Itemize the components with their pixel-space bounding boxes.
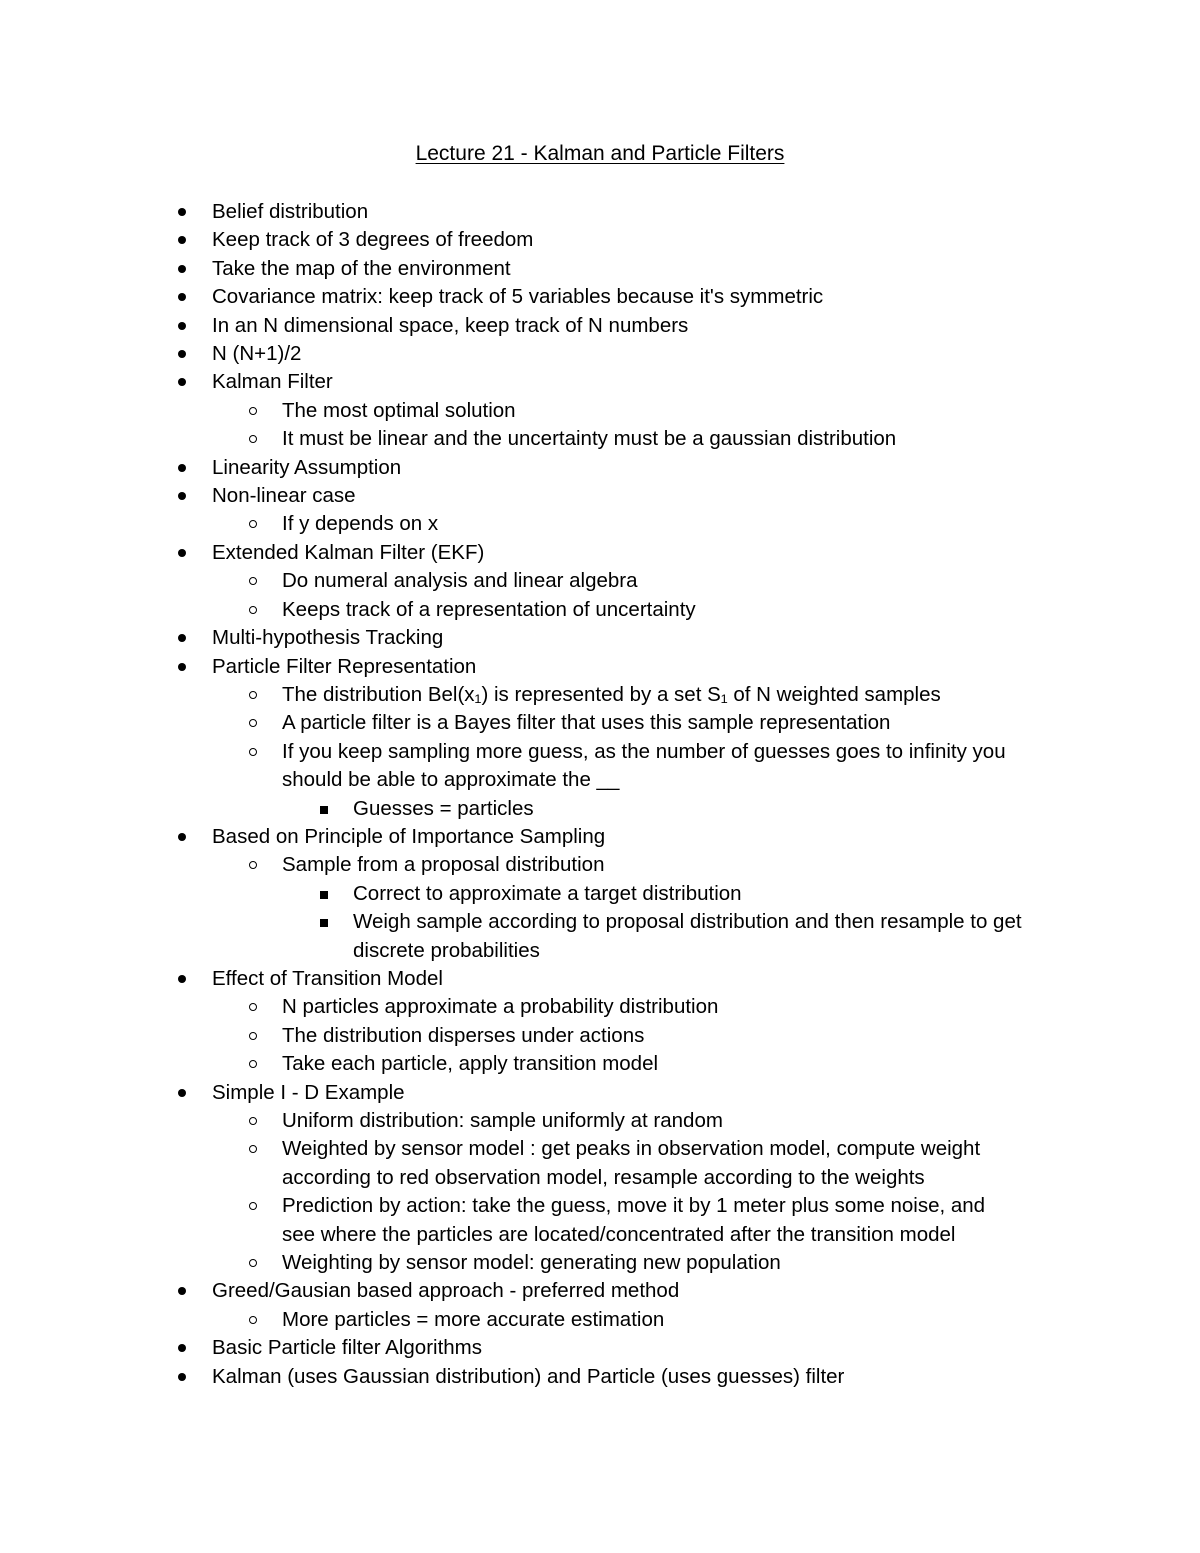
hollow-circle-bullet-icon (249, 691, 257, 699)
list-item (0, 1135, 1200, 1163)
list-item (0, 681, 1200, 709)
list-item (0, 226, 1200, 254)
hollow-circle-bullet-icon (249, 1202, 257, 1210)
list-item-text: Weigh sample according to proposal distribution and then resample to get (353, 910, 1022, 934)
list-item-text: see where the particles are located/concentrated after the transition model (282, 1222, 956, 1246)
list-item (0, 1306, 1200, 1334)
list-item-text: Multi-hypothesis Tracking (212, 626, 444, 650)
list-item (0, 993, 1200, 1021)
hollow-circle-bullet-icon (249, 1032, 257, 1040)
list-item (0, 312, 1200, 340)
filled-circle-bullet-icon (178, 350, 186, 358)
list-item (0, 1277, 1200, 1305)
list-item (0, 368, 1200, 396)
list-item-text: Particle Filter Representation (212, 654, 477, 678)
filled-circle-bullet-icon (178, 975, 186, 983)
filled-circle-bullet-icon (178, 378, 186, 386)
filled-circle-bullet-icon (178, 464, 186, 472)
list-item-text: Kalman (uses Gaussian distribution) and Particle (uses guesses) filter (212, 1364, 845, 1388)
list-item-text: The distribution disperses under actions (282, 1023, 645, 1047)
hollow-circle-bullet-icon (249, 1117, 257, 1125)
square-bullet-icon (320, 891, 328, 899)
list-item-text: Greed/Gausian based approach - preferred method (212, 1279, 680, 1303)
filled-circle-bullet-icon (178, 663, 186, 671)
list-item-text: Belief distribution (212, 200, 369, 223)
list-item (0, 539, 1200, 567)
list-item-continuation (0, 1164, 1200, 1192)
filled-circle-bullet-icon (178, 1287, 186, 1295)
list-item (0, 1022, 1200, 1050)
list-item-text: Covariance matrix: keep track of 5 variables because it's symmetric (212, 285, 824, 309)
list-item-text: Simple I - D Example (212, 1080, 405, 1104)
list-item-text: Weighting by sensor model: generating new population (282, 1251, 781, 1275)
list-item-text: Linearity Assumption (212, 455, 402, 479)
filled-circle-bullet-icon (178, 1089, 186, 1097)
list-item-text: A particle filter is a Bayes filter that uses this sample representation (282, 711, 891, 735)
filled-circle-bullet-icon (178, 549, 186, 557)
list-item-text: Keep track of 3 degrees of freedom (212, 228, 534, 252)
list-item (0, 482, 1200, 510)
hollow-circle-bullet-icon (249, 719, 257, 727)
list-item-text: discrete probabilities (353, 938, 540, 962)
list-item (0, 567, 1200, 595)
list-item (0, 1050, 1200, 1078)
list-item (0, 1079, 1200, 1107)
list-item (0, 738, 1200, 766)
filled-circle-bullet-icon (178, 1344, 186, 1352)
list-item-text: Kalman Filter (212, 370, 333, 394)
list-item-text: Non-linear case (212, 484, 356, 508)
hollow-circle-bullet-icon (249, 861, 257, 869)
list-item (0, 340, 1200, 368)
list-item (0, 1107, 1200, 1135)
hollow-circle-bullet-icon (249, 577, 257, 585)
list-item-text: Effect of Transition Model (212, 966, 443, 990)
list-item (0, 1334, 1200, 1362)
list-item-text: Extended Kalman Filter (EKF) (212, 540, 485, 564)
filled-circle-bullet-icon (178, 1373, 186, 1381)
list-item (0, 965, 1200, 993)
list-item (0, 709, 1200, 737)
square-bullet-icon (320, 806, 328, 814)
hollow-circle-bullet-icon (249, 520, 257, 528)
list-item-text: Take the map of the environment (212, 256, 511, 280)
hollow-circle-bullet-icon (249, 1060, 257, 1068)
filled-circle-bullet-icon (178, 265, 186, 273)
list-item-text: N particles approximate a probability distribution (282, 995, 719, 1019)
filled-circle-bullet-icon (178, 634, 186, 642)
square-bullet-icon (320, 919, 328, 927)
filled-circle-bullet-icon (178, 208, 186, 216)
list-item (0, 255, 1200, 283)
filled-circle-bullet-icon (178, 293, 186, 301)
list-item-text: Sample from a proposal distribution (282, 853, 605, 877)
list-item-text: Keeps track of a representation of uncertainty (282, 597, 696, 621)
list-item (0, 795, 1200, 823)
list-item-text: Do numeral analysis and linear algebra (282, 569, 638, 593)
list-item-text: Correct to approximate a target distribution (353, 881, 742, 905)
list-item-text: The most optimal solution (282, 398, 516, 422)
filled-circle-bullet-icon (178, 322, 186, 330)
hollow-circle-bullet-icon (249, 435, 257, 443)
hollow-circle-bullet-icon (249, 1316, 257, 1324)
list-item (0, 851, 1200, 879)
list-item-text: Take each particle, apply transition model (282, 1052, 659, 1076)
list-item-text: Uniform distribution: sample uniformly at random (282, 1109, 723, 1132)
list-item (0, 596, 1200, 624)
list-item-continuation (0, 937, 1200, 965)
list-item-text: Weighted by sensor model : get peaks in observation model, compute weight (282, 1137, 981, 1161)
list-item (0, 510, 1200, 538)
list-item (0, 823, 1200, 851)
filled-circle-bullet-icon (178, 236, 186, 244)
list-item-text: Basic Particle filter Algorithms (212, 1336, 483, 1360)
list-item-continuation (0, 766, 1200, 794)
list-item-text: More particles = more accurate estimation (282, 1307, 665, 1331)
list-item (0, 425, 1200, 453)
list-item (0, 397, 1200, 425)
list-item-text: should be able to approximate the __ (282, 768, 620, 792)
filled-circle-bullet-icon (178, 833, 186, 841)
list-item (0, 283, 1200, 311)
list-item (0, 1192, 1200, 1220)
list-item-text: N (N+1)/2 (212, 342, 302, 366)
list-item-text: Guesses = particles (353, 796, 534, 820)
list-item (0, 880, 1200, 908)
list-item (0, 454, 1200, 482)
list-item-text: In an N dimensional space, keep track of N numbers (212, 313, 689, 337)
list-item-text: Based on Principle of Importance Sampling (212, 824, 606, 848)
list-item-continuation (0, 1221, 1200, 1249)
list-item (0, 1363, 1200, 1391)
list-item-text: If y depends on x (282, 512, 439, 536)
notes-list (0, 198, 1200, 1391)
list-item-text: Prediction by action: take the guess, move it by 1 meter plus some noise, and (282, 1194, 986, 1218)
hollow-circle-bullet-icon (249, 606, 257, 614)
filled-circle-bullet-icon (178, 492, 186, 500)
list-item-text: according to red observation model, resample according to the weights (282, 1165, 925, 1189)
list-item-text: The distribution Bel(x₁) is represented by a set S₁ of N weighted samples (282, 682, 941, 706)
hollow-circle-bullet-icon (249, 1003, 257, 1011)
list-item-text: It must be linear and the uncertainty must be a gaussian distribution (282, 427, 897, 451)
list-item (0, 1249, 1200, 1277)
list-item (0, 653, 1200, 681)
page-title: Lecture 21 - Kalman and Particle Filters (415, 142, 785, 165)
hollow-circle-bullet-icon (249, 748, 257, 756)
hollow-circle-bullet-icon (249, 407, 257, 415)
list-item (0, 908, 1200, 936)
hollow-circle-bullet-icon (249, 1259, 257, 1267)
list-item-text: If you keep sampling more guess, as the number of guesses goes to infinity you (282, 739, 1006, 763)
list-item (0, 198, 1200, 226)
list-item (0, 624, 1200, 652)
hollow-circle-bullet-icon (249, 1145, 257, 1153)
